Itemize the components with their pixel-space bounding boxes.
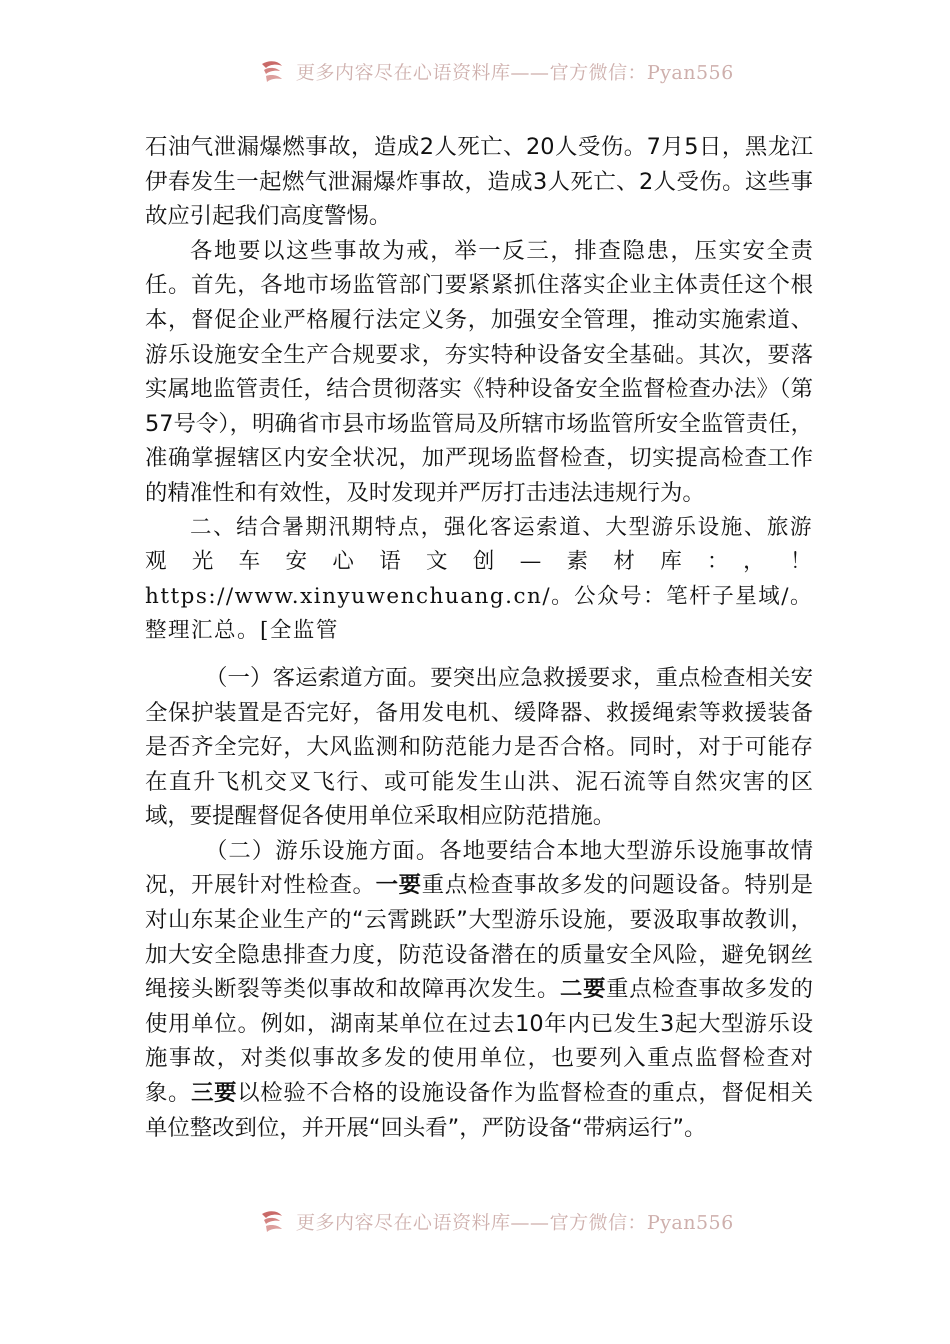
brand-logo-icon	[258, 58, 288, 84]
paragraph-accidents: 石油气泄漏爆燃事故，造成2人死亡、20人受伤。7月5日，黑龙江伊春发生一起燃气泄漏爆炸事故，造成3人死亡、2人受伤。这些事故应引起我们高度警惕。	[145, 134, 813, 230]
paragraph-amusement	[145, 834, 813, 1145]
point-one-text: 重点检查事故多发的问题设备。特别是对山东某企业生产的“云霄跳跃”大型游乐设施，要汲取事故教训，加大安全隐患排查力度，防范设备潜在的质量安全风险，避免钢丝绳接头断裂等类似事故和故障再次发生。	[145, 872, 814, 1003]
point-three-text: 以检验不合格的设施设备作为监督检查的重点，督促相关单位整改到位，并开展“回头看”，严防设备“带病运行”。	[145, 1080, 814, 1141]
paragraph-responsibility: 各地要以这些事故为戒，举一反三，排查隐患，压实安全责任。首先，各地市场监管部门要紧紧抓住落实企业主体责任这个根本，督促企业严格履行法定义务，加强安全管理，推动实施索道、游乐设施安全生产合规要求，夯实特种设备安全基础。其次，要落实属地监管责任，结合贯彻落实《特种设备安全监督检查办法》（第57号令），明确省市县市场监管局及所辖市场监管所安全监管责任，准确掌握辖区内安全状况，加严现场监督检查，切实提高检查工作的精准性和有效性，及时发现并严厉打击违法违规行为。	[145, 237, 813, 506]
watermark-text: 更多内容尽在心语资料库——官方微信：Pyan556	[295, 61, 735, 84]
document-body	[145, 130, 813, 1145]
paragraph-ropeway: （一）客运索道方面。要突出应急救援要求，重点检查相关安全保护装置是否完好，备用发电机、缓降器、救援绳索等救援装备是否齐全完好，大风监测和防范能力是否合格。同时，对于可能存在直升飞机交叉飞行、或可能发生山洪、泥石流等自然灾害的区域，要提醒督促各使用单位采取相应防范措施。	[145, 664, 813, 830]
point-three-label: 三要	[191, 1080, 238, 1107]
header-watermark	[258, 56, 778, 86]
section-heading-summer: 二、结合暑期汛期特点，强化客运索道、大型游乐设施、旅游观光车安心语文创—素材库：，！ https://www.xinyuwenchuang.cn/。公众号：笔杆子星域/。整理汇总。[全监管	[145, 514, 813, 644]
point-one-label: 一要	[375, 872, 422, 899]
footer-watermark	[258, 1206, 778, 1236]
brand-logo-icon	[258, 1208, 288, 1234]
amusement-intro: （二）游乐设施方面。各地要结合本地大型游乐设施事故情况，开展针对性检查。	[145, 837, 813, 899]
point-two-text: 重点检查事故多发的使用单位。例如，湖南某单位在过去10年内已发生3起大型游乐设施事故，对类似事故多发的使用单位，也要列入重点监督检查对象。	[145, 976, 814, 1107]
watermark-text: 更多内容尽在心语资料库——官方微信：Pyan556	[295, 1211, 735, 1234]
point-two-label: 二要	[560, 976, 607, 1003]
